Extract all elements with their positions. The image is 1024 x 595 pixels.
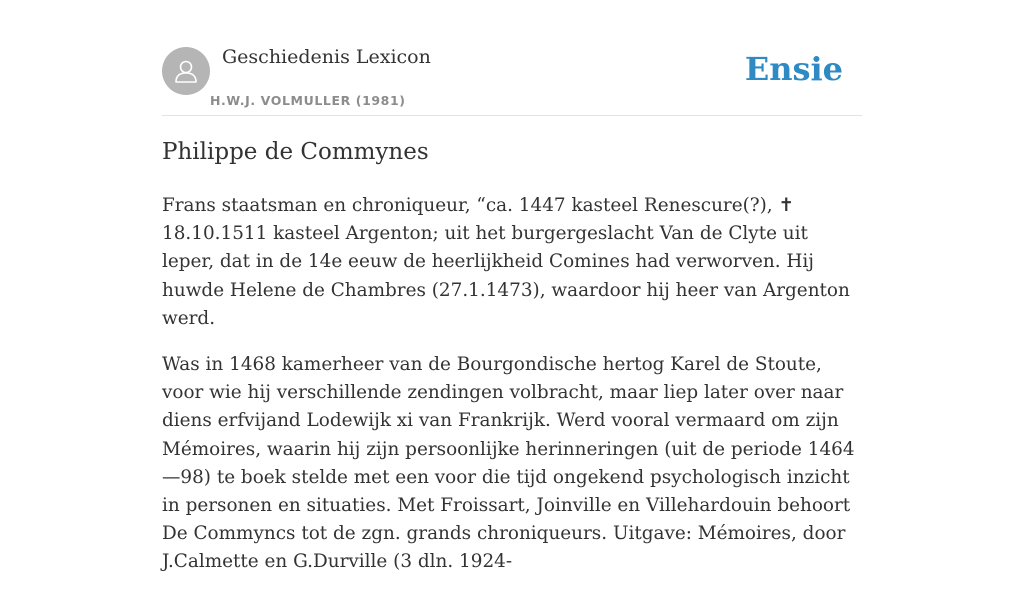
entry-content [162, 192, 862, 595]
author-credit[interactable]: H.W.J. VOLMULLER (1981) [210, 93, 406, 108]
avatar[interactable] [162, 47, 210, 95]
ensie-logo[interactable]: Ensie [744, 50, 843, 88]
entry-paragraph: Frans staatsman en chroniqueur, “ca. 1447 kasteel Renescure(?), ✝ 18.10.1511 kasteel Argenton; uit het burgergeslacht Van de Clyte uit leper, dat in de 14e eeuw de heerlijkheid Comines had verworven. Hij huwde Helene de Chambres (27.1.1473), waardoor hij heer van Argenton werd. [162, 195, 850, 329]
book-title[interactable]: Geschiedenis Lexicon [222, 46, 431, 68]
user-avatar-icon [171, 56, 201, 86]
entry-paragraph: Was in 1468 kamerheer van de Bourgondische hertog Karel de Stoute, voor wie hij verschillende zendingen volbracht, maar liep later over naar diens erfvijand Lodewijk xi van Frankrijk. Werd vooral vermaard om zijn Mémoires, waarin hij zijn persoonlijke herinneringen (uit de periode 1464—98) te boek stelde met een voor die tijd ongekend psychologisch inzicht in personen en situaties. Met Froissart, Joinville en Villehardouin behoort De Commyncs tot de zgn. grands chroniqueurs. Uitgave: Mémoires, door J.Calmette en G.Durville (3 dln. 1924- [162, 354, 855, 573]
header-divider [162, 115, 862, 116]
entry-title: Philippe de Commynes [162, 139, 429, 165]
